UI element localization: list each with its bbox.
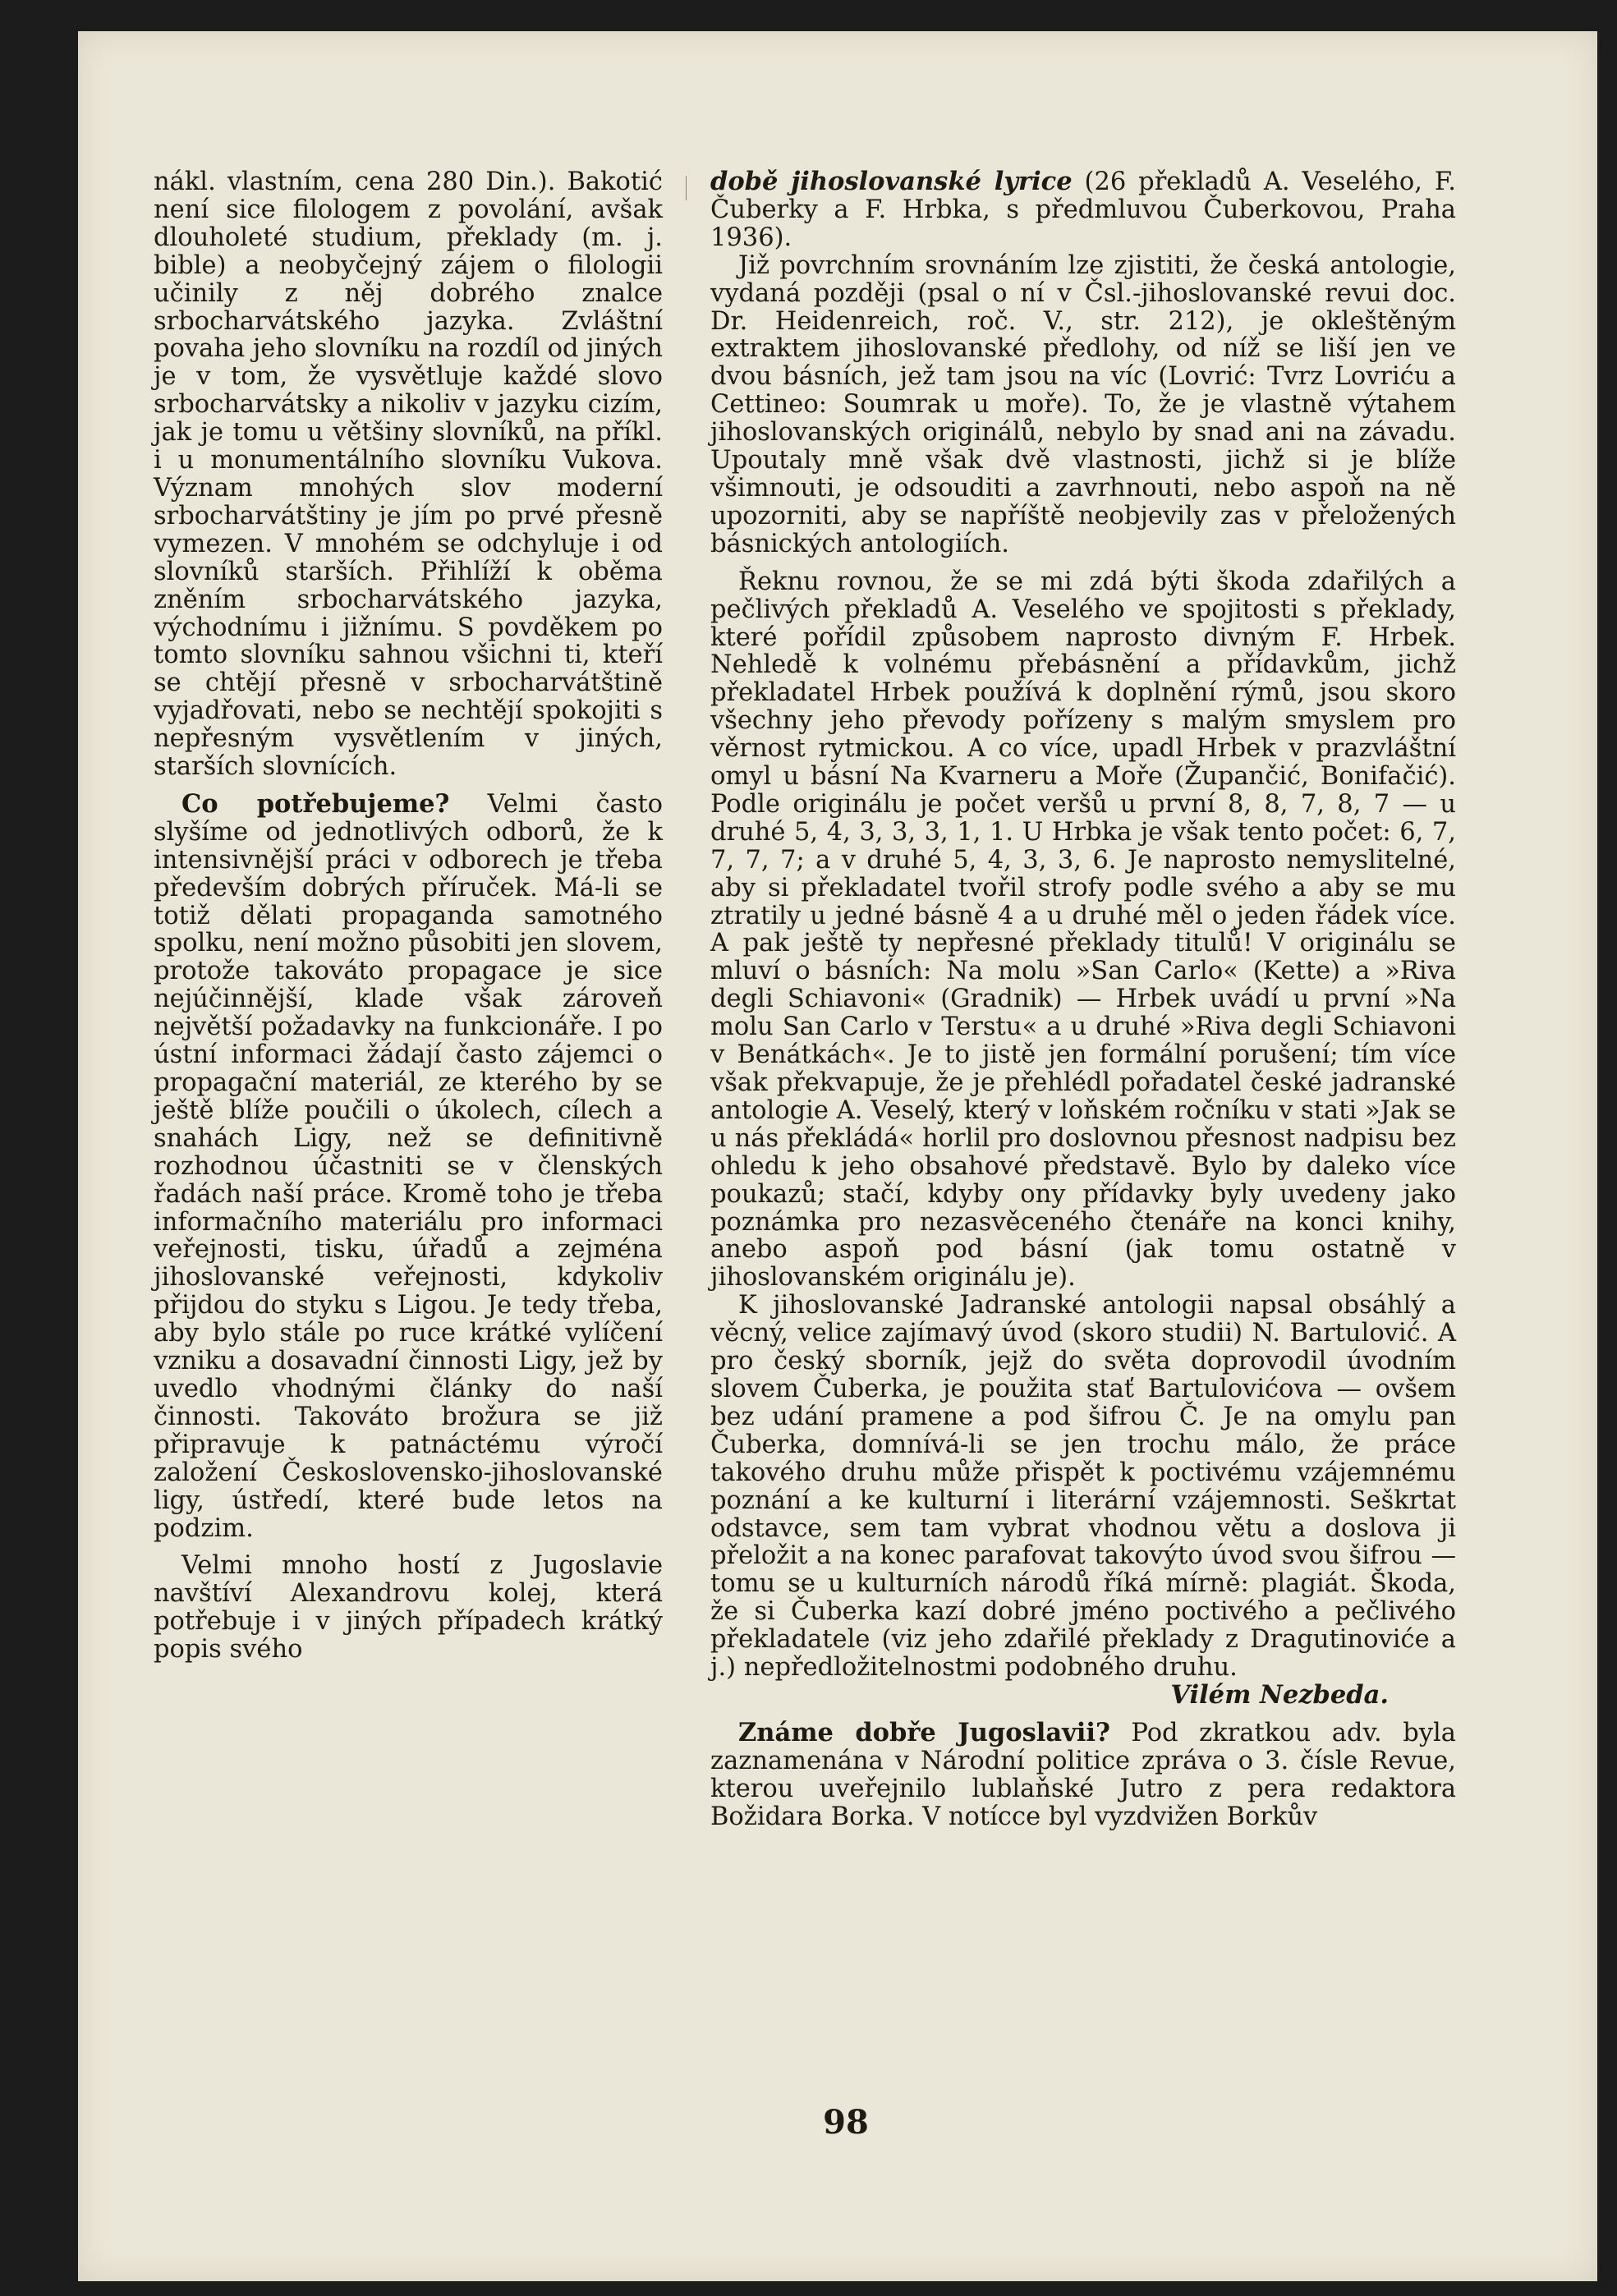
paragraph-zname [710,1717,1456,1831]
paragraph-antologie-ref [710,168,1456,252]
paragraph-lead: Co potřebujeme? [181,788,450,819]
paragraph-uvod: K jihoslovanské Jadranské antologii napsal obsáhlý a věcný, velice zajímavý úvod (skoro studii) N. Bartulović. A pro český sborník, jejž do světa doprovodil úvodním slovem Čuberka, je použita stať Bartulovićova — ovšem bez udání pramene a pod šifrou Č. Je na omylu pan Čuberka, domnívá-li se jen trochu málo, že práce takového druhu může přispět k poctivému vzájemnému poznání a ke kulturní i literární vzájemnosti. Seškrtat odstavce, sem tam vybrat vhodnou větu a doslova ji přeložit a na konec parafovat takovýto úvod svou šifrou — tomu se u kulturních národů říká mírně: plagiát. Škoda, že si Čuberka kazí dobré jméno poctivého a pečlivého překladatele (viz jeho zdařilé překlady z Dragutinoviće a j.) nepředložitelnostmi podobného druhu. [710,1291,1456,1683]
paragraph-hoste: Velmi mnoho hostí z Jugoslavie navštíví Alexandrovu kolej, která potřebuje i v jiných případech krátký popis svého [154,1551,663,1665]
paragraph-body: Pod zkratkou adv. byla zaznamenána v Národní politice zpráva o 3. čísle Revue, kterou uveřejnilo lublaňské Jutro z pera redaktora Božidara Borka. V notícce byl vyzdvižen Borkův [710,1718,1456,1831]
paragraph-body: (26 překladů A. Veselého, F. Čuberky a F. Hrbka, s předmluvou Čuberkovou, Praha 1936). [710,168,1456,252]
column-separator [686,176,687,200]
left-column [154,168,663,1664]
paragraph-lead: Známe dobře Jugoslavii? [738,1717,1110,1747]
right-column [710,168,1456,1830]
signature: Vilém Nezbeda. [1170,1679,1389,1710]
paragraph-body: Velmi často slyšíme od jednotlivých odborů, že k intensivnější práci v odborech je třeba především dobrých příruček. Má-li se totiž dělati propaganda samotného spolku, není možno působiti jen slovem, protože takováto propagace je sice nejúčinnější, klade však zároveň největší požadavky na funkcionáře. I po ústní informaci žádají často zájemci o propagační materiál, ze kterého by se ještě blíže poučili o úkolech, cílech a snahách Ligy, než se definitivně rozhodnou účastniti se v členských řadách naší práce. Kromě toho je třeba informačního materiálu pro informaci veřejnosti, tisku, úřadů a zejména jihoslovanské veřejnosti, kdykoliv přijdou do styku s Ligou. Je tedy třeba, aby bylo stále po ruce krátké vylíčení vzniku a dosavadní činnosti Ligy, jež by uvedlo vhodnými články do naší činnosti. Takováto brožura se již připravuje k patnáctému výročí založení Československo-jihoslovanské ligy, ústředí, které bude letos na podzim. [154,789,663,1543]
paragraph-dictionary: nákl. vlastním, cena 280 Din.). Bakotić není sice filologem z povolání, avšak dlouholeté studium, překlady (m. j. bible) a neobyčejný zájem o filologii učinily z něj dobrého znalce srbocharvátského jazyka. Zvláštní povaha jeho slovníku na rozdíl od jiných je v tom, že vysvětluje každé slovo srbocharvátsky a nikoliv v jazyku cizím, jak je tomu u většiny slovníků, na příkl. i u monumentálního slovníku Vukova. Význam mnohých slov moderní srbocharvátštiny je jím po prvé přesně vymezen. V mnohém se odchyluje i od slovníků starších. Přihlíží k oběma zněním srbocharvátského jazyka, východnímu i jižnímu. S povděkem po tomto slovníku sahnou všichni ti, kteří se chtějí přesně v srbocharvátštině vyjadřovati, nebo se nechtějí spokojiti s nepřesným vysvětlením v jiných, starších slovnících. [154,168,663,782]
page-number: 98 [823,2103,869,2142]
paragraph-hrbek: Řeknu rovnou, že se mi zdá býti škoda zdařilých a pečlivých překladů A. Veselého ve spojitosti s překlady, které pořídil způsobem naprosto divným F. Hrbek. Nehledě k volnému přebásnění a přídavkům, jichž překladatel Hrbek používá k doplnění rýmů, jsou skoro všechny jeho převody pořízeny s malým smyslem pro věrnost rytmickou. A co více, upadl Hrbek v prazvláštní omyl u básní Na Kvarneru a Moře (Župančić, Bonifačić). Podle originálu je počet veršů u první 8, 8, 7, 8, 7 — u druhé 5, 4, 3, 3, 3, 1, 1. U Hrbka je však tento počet: 6, 7, 7, 7, 7; a v druhé 5, 4, 3, 3, 6. Je naprosto nemyslitelné, aby si překladatel tvořil strofy podle svého a aby se mu ztratily u jedné básně 4 a u druhé měl o jeden řádek více. A pak ještě ty nepřesné překlady titulů! V originálu se mluví o básních: Na molu »San Carlo« (Kette) a »Riva degli Schiavoni« (Gradnik) — Hrbek uvádí u první »Na molu San Carlo v Terstu« a u druhé »Riva degli Schiavoni v Benátkách«. Je to jistě jen formální porušení; tím více však překvapuje, že je přehlédl pořadatel české jadranské antologie A. Veselý, který v loňském ročníku v stati »Jak se u nás překládá« horlil pro doslovnou přesnost nadpisu bez ohledu k jeho obsahové představě. Bylo by daleko více poukazů; stačí, kdyby ony přídavky byly uvedeny jako poznámka pro nezasvěceného čtenáře na konci knihy, anebo aspoň pod básní (jak tomu ostatně v jihoslovanském originálu je). [710,567,1456,1293]
paragraph-lead: době jihoslovanské lyrice [710,167,1073,196]
paragraph-srovnani: Již povrchním srovnáním lze zjistiti, že česká antologie, vydaná později (psal o ní v Čsl.-jihoslovanské revui doc. Dr. Heidenreich, roč. V., str. 212), je okleštěným extraktem jihoslovanské předlohy, od níž se liší jen ve dvou básních, jež tam jsou na víc (Lovrić: Tvrz Lovriću a Cettineo: Soumrak u moře). To, že je vlastně výtahem jihoslovanských originálů, nebylo by snad ani na závadu. Upoutaly mně však dvě vlastnosti, jichž si je blíže všimnouti, je odsouditi a zavrhnouti, nebo aspoň na ně upozorniti, aby se napříště neobjevily zas v přeložených básnických antologiích. [710,250,1456,558]
paragraph-co-potrebujeme [154,788,663,1543]
